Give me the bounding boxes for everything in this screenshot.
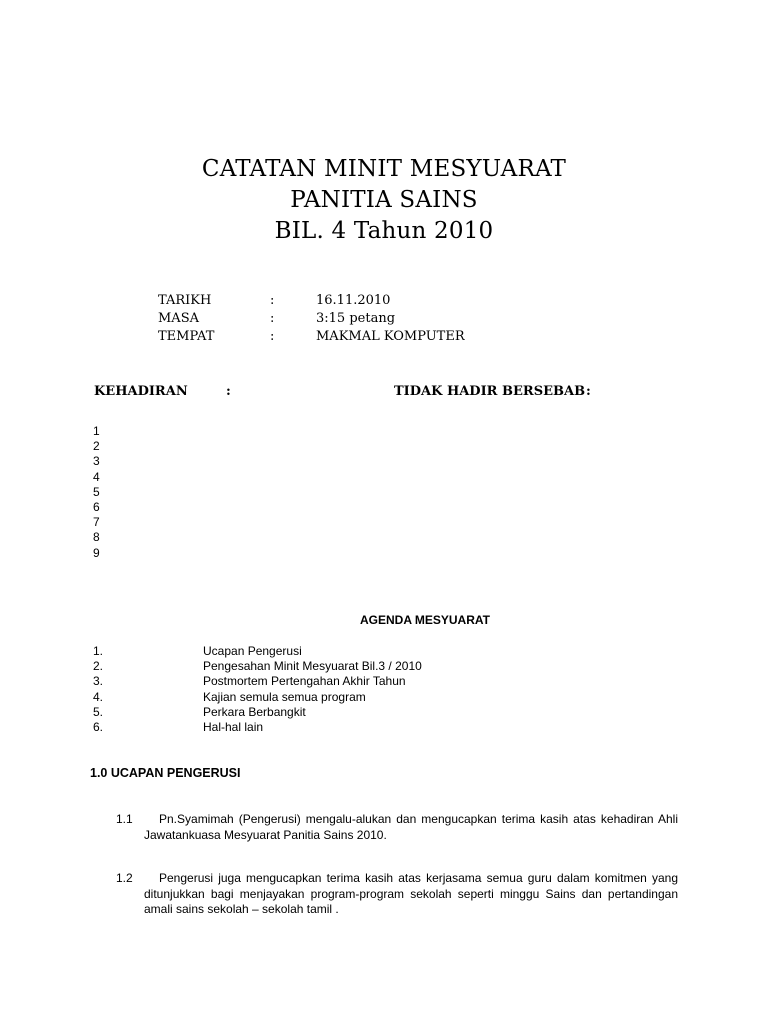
meeting-time-colon: : bbox=[270, 311, 275, 326]
meeting-date-value: 16.11.2010 bbox=[316, 293, 391, 308]
agenda-item-number: 2. bbox=[93, 659, 104, 674]
document-title-line-3: BIL. 4 Tahun 2010 bbox=[274, 218, 494, 244]
paragraph-number: 1.2 bbox=[116, 871, 133, 885]
agenda-item-text: Kajian semula semua program bbox=[203, 689, 366, 704]
agenda-item-text: Perkara Berbangkit bbox=[203, 704, 306, 719]
document-title-line-1: CATATAN MINIT MESYUARAT bbox=[201, 156, 567, 182]
agenda-item-text: Postmortem Pertengahan Akhir Tahun bbox=[203, 674, 406, 689]
attendance-number: 7 bbox=[93, 515, 100, 530]
attendance-number: 9 bbox=[93, 545, 100, 560]
paragraph-text: Pn.Syamimah (Pengerusi) mengalu-alukan dan mengucapkan terima kasih atas kehadiran Ahli Jawatankuasa Mesyuarat Panitia Sains 2010. bbox=[144, 812, 678, 842]
attendance-number-list bbox=[93, 424, 100, 561]
agenda-item-number: 5. bbox=[93, 704, 104, 719]
meeting-time-value: 3:15 petang bbox=[316, 311, 396, 326]
attendance-number: 1 bbox=[93, 424, 100, 438]
agenda-item-number: 4. bbox=[93, 689, 104, 704]
paragraph-1-1 bbox=[116, 812, 678, 843]
agenda-item-text: Hal-hal lain bbox=[203, 719, 264, 734]
attendance-absent-colon: : bbox=[586, 384, 591, 399]
agenda-item-text: Ucapan Pengerusi bbox=[203, 644, 302, 658]
meeting-time-label: MASA bbox=[158, 311, 199, 326]
attendance-present-colon: : bbox=[226, 384, 231, 399]
meeting-date-colon: : bbox=[270, 293, 275, 308]
agenda-item-number: 3. bbox=[93, 674, 104, 689]
section-heading: 1.0 UCAPAN PENGERUSI bbox=[90, 766, 241, 780]
attendance-number: 2 bbox=[93, 439, 100, 454]
paragraph-1-2 bbox=[116, 871, 678, 918]
meeting-place-value: MAKMAL KOMPUTER bbox=[316, 329, 465, 344]
paragraph-text: Pengerusi juga mengucapkan terima kasih atas kerjasama semua guru dalam komitmen yang ditunjukkan bagi menjayakan program-program sekolah seperti minggu Sains dan pertandingan amali sains sekolah – sekolah tamil . bbox=[144, 871, 678, 916]
meeting-place-colon: : bbox=[270, 329, 275, 344]
agenda-item-number: 6. bbox=[93, 719, 104, 734]
attendance-number: 3 bbox=[93, 454, 100, 469]
attendance-number: 4 bbox=[93, 469, 100, 484]
attendance-present-label: KEHADIRAN bbox=[94, 384, 188, 399]
meeting-place-label: TEMPAT bbox=[158, 329, 215, 344]
document-title-line-2: PANITIA SAINS bbox=[290, 187, 478, 213]
attendance-absent-label: TIDAK HADIR BERSEBAB bbox=[394, 384, 586, 399]
meeting-date-label: TARIKH bbox=[158, 293, 212, 308]
agenda-item-number: 1. bbox=[93, 644, 104, 658]
attendance-number: 5 bbox=[93, 484, 100, 499]
paragraph-number: 1.1 bbox=[116, 812, 133, 826]
agenda-item-text: Pengesahan Minit Mesyuarat Bil.3 / 2010 bbox=[203, 659, 422, 674]
attendance-number: 8 bbox=[93, 530, 100, 545]
attendance-number: 6 bbox=[93, 500, 100, 515]
agenda-heading: AGENDA MESYUARAT bbox=[359, 613, 490, 627]
